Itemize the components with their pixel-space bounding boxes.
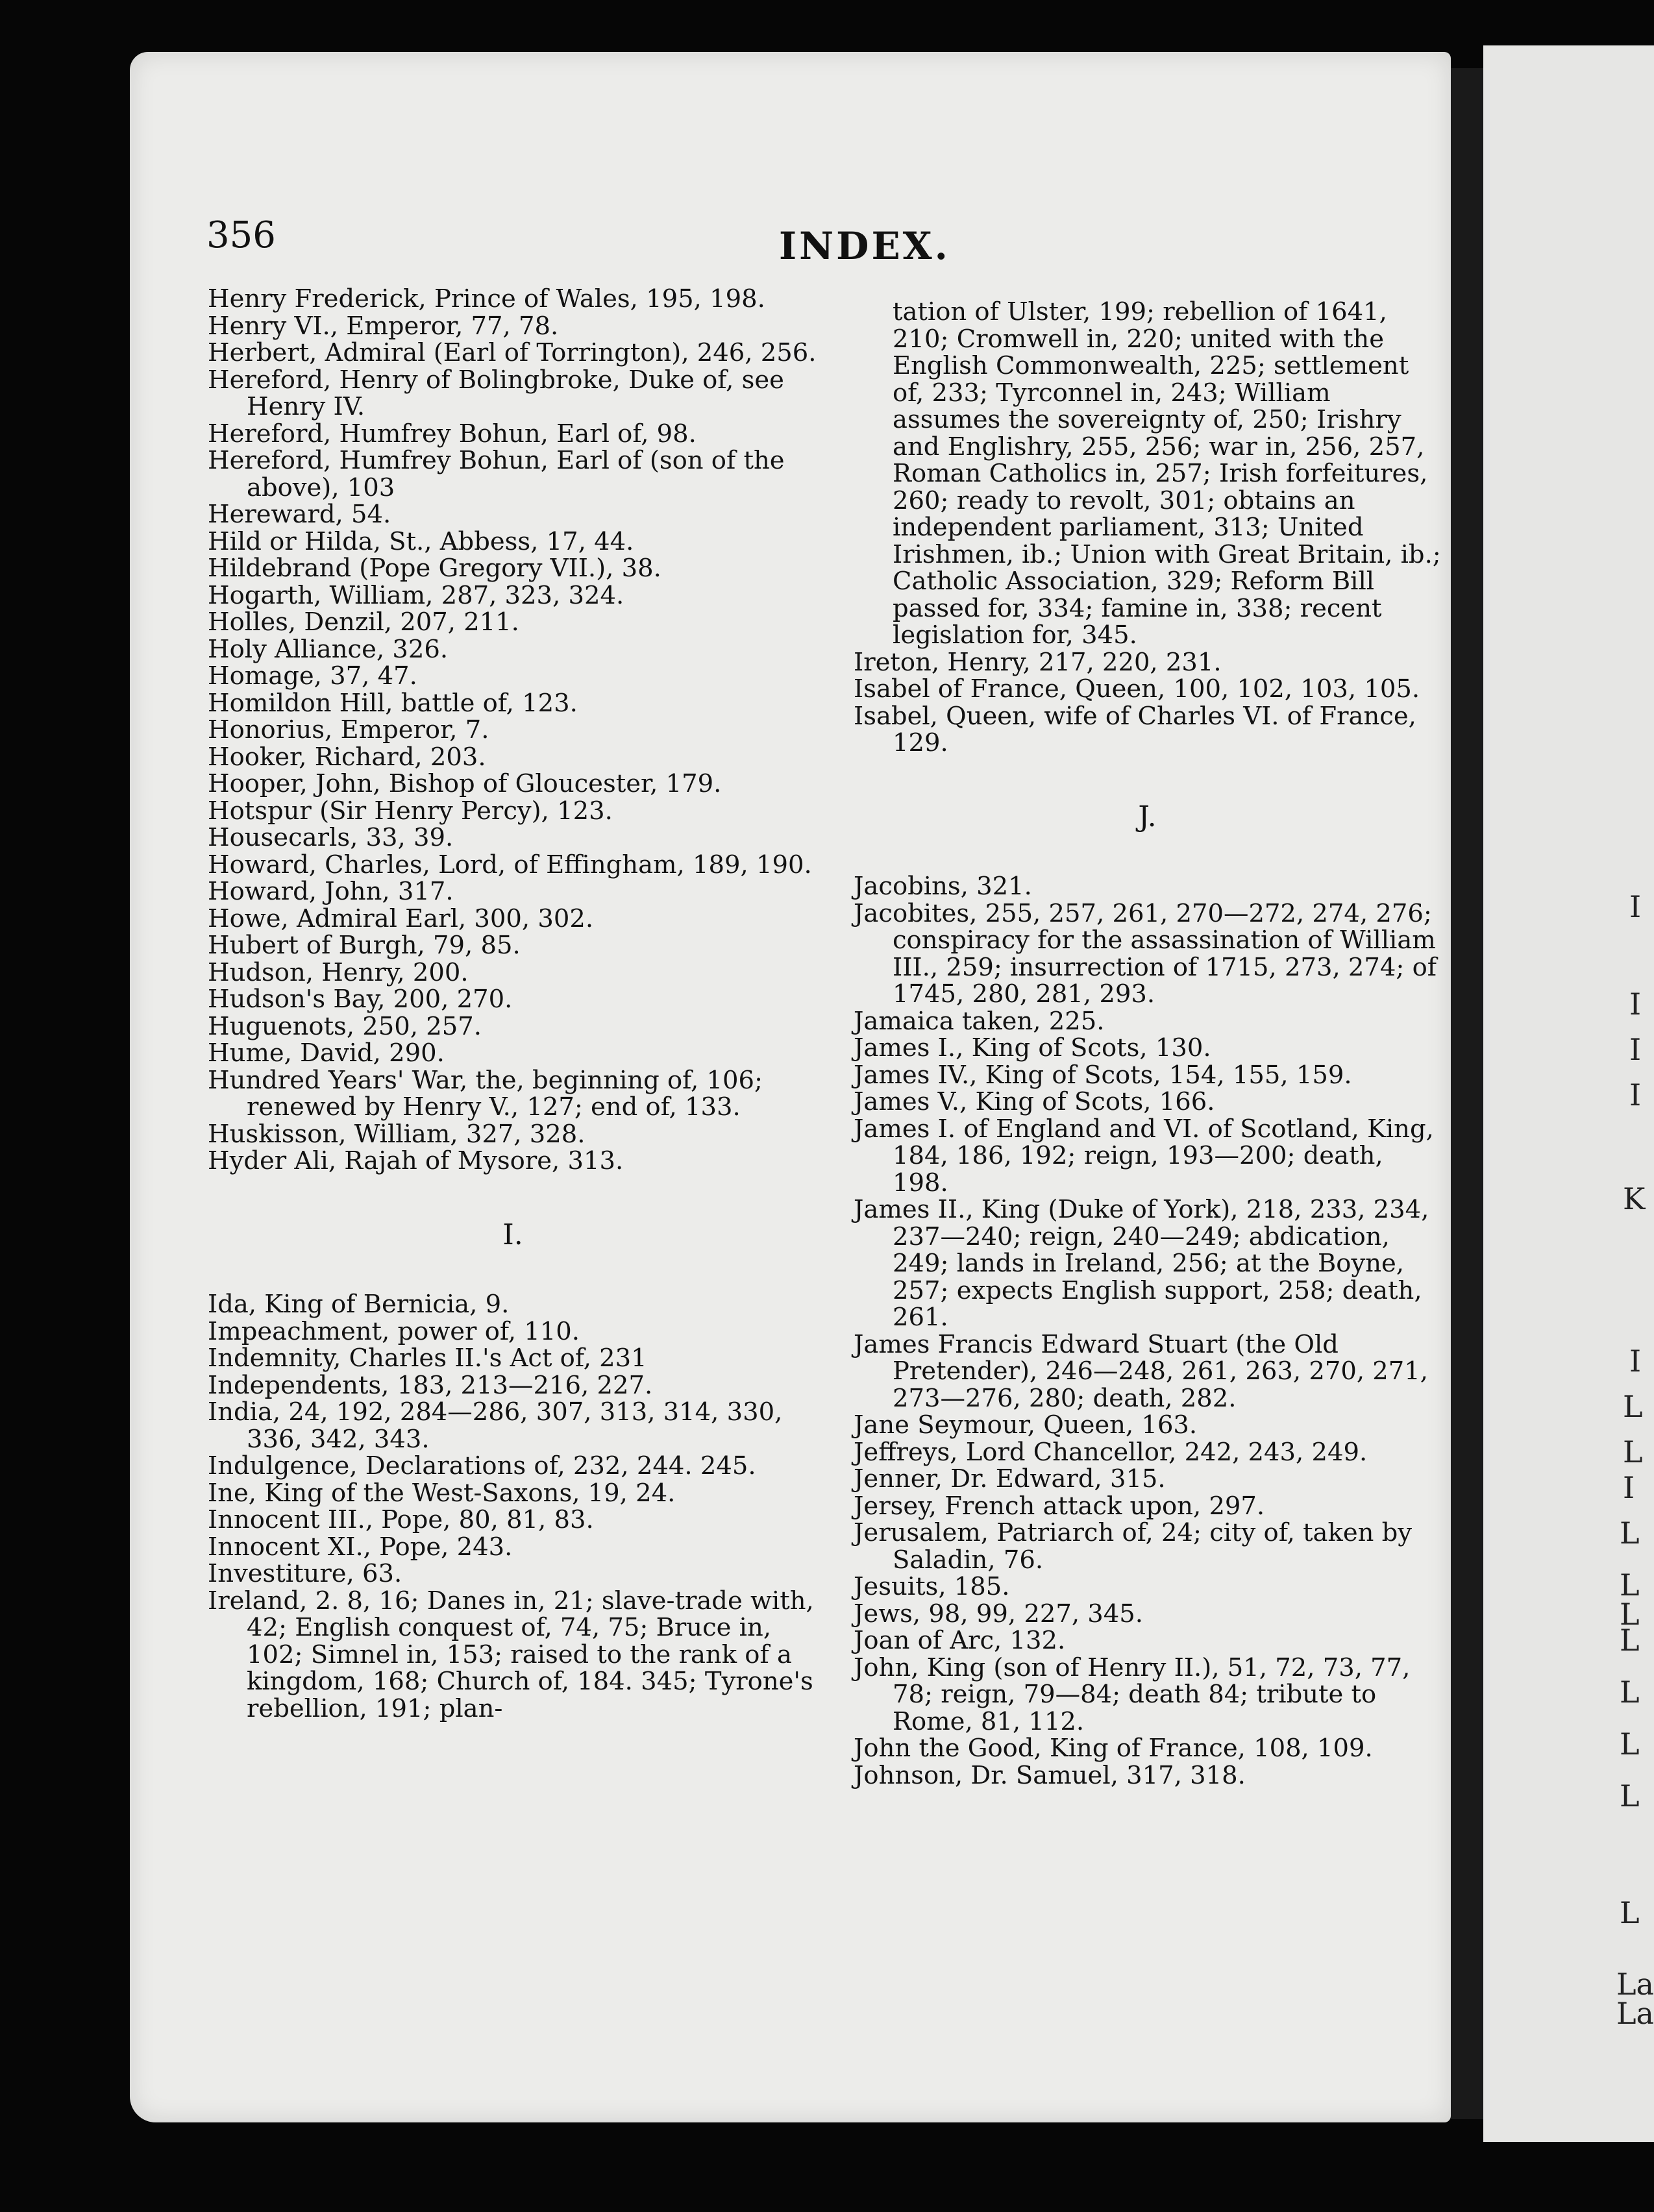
index-entry: Hogarth, William, 287, 323, 324.: [208, 580, 624, 610]
index-entry: John the Good, King of France, 108, 109.: [854, 1734, 1373, 1763]
index-entry: Jacobites, 255, 257, 261, 270—272, 274, 276; conspiracy for the assassination of William III., 259; insurrection of 1715, 273, 274; of 1745, 280, 281, 293.: [854, 898, 1437, 1009]
index-entry: Innocent III., Pope, 80, 81, 83.: [208, 1505, 594, 1534]
index-entry: Hudson's Bay, 200, 270.: [208, 985, 513, 1014]
index-entry: Indulgence, Declarations of, 232, 244. 245.: [208, 1451, 756, 1481]
index-entry: Henry VI., Emperor, 77, 78.: [208, 311, 559, 341]
index-entry: Indemnity, Charles II.'s Act of, 231: [208, 1344, 647, 1373]
facing-page-letter: L: [1623, 1434, 1643, 1469]
facing-page-letter: K: [1623, 1181, 1646, 1216]
index-entry: Jews, 98, 99, 227, 345.: [854, 1599, 1144, 1628]
index-entry: Isabel of France, Queen, 100, 102, 103, 105.: [854, 674, 1420, 704]
facing-page-letter: I: [1623, 1470, 1635, 1505]
index-entry-continuation: tation of Ulster, 199; rebellion of 1641, 210; Cromwell in, 220; united with the English Commonwealth, 225; settlement of, 233; Tyrconnel in, 243; William assumes the sovereignty of, 250; Irishry and Englishry, 255, 256; war in, 256, 257, Roman Catholics in, 257; Irish forfeitures, 260; ready to revolt, 301; obtains an independent parliament, 313; United Irishmen, ib.; Union with Great Britain, ib.; Catholic Association, 329; Reform Bill passed for, 334; famine in, 338; recent legislation for, 345.: [893, 297, 1441, 650]
facing-page-letter: L: [1620, 1623, 1640, 1658]
index-entry: Jenner, Dr. Edward, 315.: [854, 1464, 1166, 1493]
entries-group-i-cont: [854, 299, 1441, 757]
page-number: 356: [206, 214, 276, 256]
index-entry: Huskisson, William, 327, 328.: [208, 1119, 586, 1149]
index-entry: Hudson, Henry, 200.: [208, 957, 469, 987]
facing-page-letter: La: [1616, 1996, 1654, 2031]
index-entry: Hotspur (Sir Henry Percy), 123.: [208, 796, 613, 826]
index-entry: Hildebrand (Pope Gregory VII.), 38.: [208, 554, 661, 583]
index-entry: Jane Seymour, Queen, 163.: [854, 1410, 1198, 1440]
facing-page-letter: L: [1623, 1389, 1643, 1424]
index-entry: Ine, King of the West-Saxons, 19, 24.: [208, 1478, 676, 1508]
entries-group-h: [208, 286, 818, 1175]
facing-page-letter: I: [1629, 889, 1642, 924]
running-head: INDEX.: [779, 224, 950, 268]
index-entry: Joan of Arc, 132.: [854, 1626, 1066, 1655]
index-entry: John, King (son of Henry II.), 51, 72, 73, 77, 78; reign, 79—84; death 84; tribute to Rome, 81, 112.: [854, 1653, 1411, 1736]
facing-page-letter: I: [1629, 1032, 1642, 1067]
index-entry: Hereford, Humfrey Bohun, Earl of, 98.: [208, 419, 697, 449]
index-entry: Holles, Denzil, 207, 211.: [208, 608, 519, 637]
index-entry: Impeachment, power of, 110.: [208, 1316, 580, 1346]
facing-page-letter: L: [1620, 1895, 1640, 1930]
facing-page-letter: L: [1620, 1597, 1640, 1632]
index-entry: Howe, Admiral Earl, 300, 302.: [208, 903, 594, 933]
index-entry: Jesuits, 185.: [854, 1572, 1010, 1601]
index-entry: India, 24, 192, 284—286, 307, 313, 314, 330, 336, 342, 343.: [208, 1397, 783, 1454]
index-entry: James I. of England and VI. of Scotland, King, 184, 186, 192; reign, 193—200; death, 198.: [854, 1114, 1434, 1198]
facing-page-letter: L: [1620, 1778, 1640, 1813]
index-entry: Jamaica taken, 225.: [854, 1006, 1105, 1036]
book-gutter: [1451, 68, 1483, 2119]
facing-page-letter: I: [1629, 1077, 1642, 1112]
facing-page-letter: I: [1629, 987, 1642, 1022]
index-entry: Jeffreys, Lord Chancellor, 242, 243, 249.: [854, 1437, 1368, 1467]
index-entry: Jacobins, 321.: [854, 872, 1032, 901]
facing-page-letter: La: [1616, 1967, 1654, 2002]
index-entry: Herbert, Admiral (Earl of Torrington), 246, 256.: [208, 338, 817, 367]
index-entry: James I., King of Scots, 130.: [854, 1033, 1211, 1063]
facing-page-letter: L: [1620, 1567, 1640, 1603]
facing-page-letter: I: [1629, 1344, 1642, 1379]
facing-page-letter: L: [1620, 1516, 1640, 1551]
facing-page-letter: L: [1620, 1727, 1640, 1762]
index-entry: Hereford, Humfrey Bohun, Earl of (son of the above), 103: [208, 446, 785, 502]
section-letter-i: I.: [502, 1218, 523, 1251]
index-entry: Johnson, Dr. Samuel, 317, 318.: [854, 1760, 1246, 1790]
index-column-left: [208, 286, 818, 1722]
index-entry: Hereward, 54.: [208, 500, 391, 529]
index-entry: Hyder Ali, Rajah of Mysore, 313.: [208, 1146, 624, 1175]
index-entry: Jerusalem, Patriarch of, 24; city of, taken by Saladin, 76.: [854, 1518, 1413, 1575]
index-entry: Ireland, 2. 8, 16; Danes in, 21; slave-trade with, 42; English conquest of, 74, 75; Bruce in, 102; Simnel in, 153; raised to the rank of a kingdom, 168; Church of, 184. 345; Tyrone's rebellion, 191; plan-: [208, 1586, 814, 1723]
index-entry: Henry Frederick, Prince of Wales, 195, 198.: [208, 284, 765, 313]
index-entry: Homildon Hill, battle of, 123.: [208, 688, 578, 718]
index-entry: Hume, David, 290.: [208, 1038, 445, 1068]
index-entry: Housecarls, 33, 39.: [208, 823, 454, 852]
index-entry: James II., King (Duke of York), 218, 233, 234, 237—240; reign, 240—249; abdication, 249; lands in Ireland, 256; at the Boyne, 257; expects English support, 258; death, 261.: [854, 1195, 1429, 1332]
index-entry: Investiture, 63.: [208, 1559, 402, 1588]
index-entry: James Francis Edward Stuart (the Old Pretender), 246—248, 261, 263, 270, 271, 273—276, 280; death, 282.: [854, 1329, 1429, 1413]
entries-group-i: [208, 1291, 818, 1722]
index-entry: Holy Alliance, 326.: [208, 634, 449, 664]
index-entry: James IV., King of Scots, 154, 155, 159.: [854, 1060, 1352, 1090]
index-entry: Ireton, Henry, 217, 220, 231.: [854, 647, 1222, 677]
index-entry: Honorius, Emperor, 7.: [208, 715, 489, 744]
index-entry: Innocent XI., Pope, 243.: [208, 1532, 513, 1562]
index-entry: Hooper, John, Bishop of Gloucester, 179.: [208, 769, 722, 798]
section-letter-j: J.: [1138, 800, 1157, 833]
facing-page-letter: L: [1620, 1675, 1640, 1710]
index-entry: Hooker, Richard, 203.: [208, 742, 486, 772]
index-column-right: [854, 299, 1441, 1789]
index-entry: Hundred Years' War, the, beginning of, 106; renewed by Henry V., 127; end of, 133.: [208, 1065, 763, 1122]
index-entry: Howard, John, 317.: [208, 877, 454, 906]
facing-page-edge: [1483, 45, 1654, 2142]
index-entry: James V., King of Scots, 166.: [854, 1087, 1215, 1116]
index-entry: Hild or Hilda, St., Abbess, 17, 44.: [208, 526, 634, 556]
index-entry: Ida, King of Bernicia, 9.: [208, 1290, 510, 1319]
index-entry: Huguenots, 250, 257.: [208, 1011, 482, 1041]
index-entry: Isabel, Queen, wife of Charles VI. of France, 129.: [854, 701, 1416, 757]
index-entry: Homage, 37, 47.: [208, 661, 417, 691]
index-entry: Howard, Charles, Lord, of Effingham, 189, 190.: [208, 850, 812, 879]
index-entry: Hereford, Henry of Bolingbroke, Duke of, see Henry IV.: [208, 365, 784, 421]
index-entry: Hubert of Burgh, 79, 85.: [208, 931, 521, 960]
index-entry: Jersey, French attack upon, 297.: [854, 1491, 1265, 1521]
index-entry: Independents, 183, 213—216, 227.: [208, 1370, 653, 1400]
entries-group-j: [854, 873, 1441, 1789]
